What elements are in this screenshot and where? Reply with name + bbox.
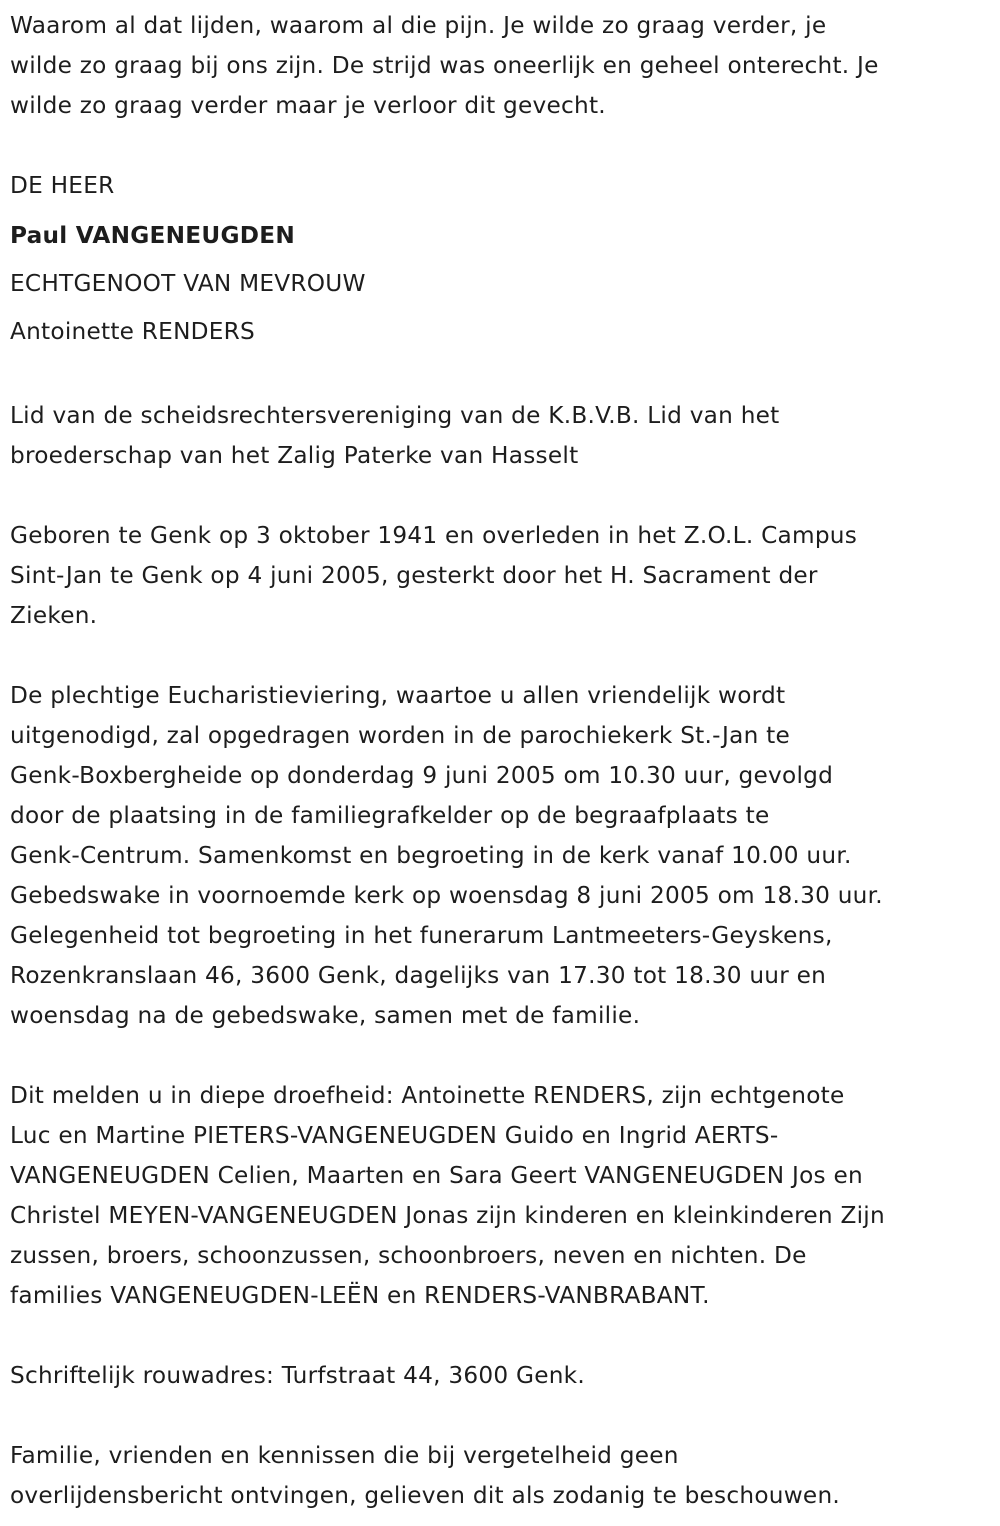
intro-line: wilde zo graag verder maar je verloor dit gevecht. [10,92,606,119]
ceremony-paragraph [10,676,990,1036]
ceremony-line: Genk-Centrum. Samenkomst en begroeting in de kerk vanaf 10.00 uur. [10,842,852,869]
intro-poem [10,6,990,126]
intro-line: Waarom al dat lijden, waarom al die pijn. Je wilde zo graag verder, je [10,12,827,39]
birth-death-paragraph [10,516,990,636]
family-line: VANGENEUGDEN Celien, Maarten en Sara Geert VANGENEUGDEN Jos en [10,1162,863,1189]
closing-paragraph [10,1436,990,1516]
closing-line: overlijdensbericht ontvingen, gelieven dit als zodanig te beschouwen. [10,1482,841,1509]
ceremony-line: Gebedswake in voornoemde kerk op woensdag 8 juni 2005 om 18.30 uur. [10,882,883,909]
closing-line: Familie, vrienden en kennissen die bij vergetelheid geen [10,1442,679,1469]
family-paragraph [10,1076,990,1316]
deceased-heading [10,166,990,356]
deceased-name: Paul VANGENEUGDEN [10,222,295,249]
ceremony-line: woensdag na de gebedswake, samen met de familie. [10,1002,641,1029]
relation-label: ECHTGENOOT VAN MEVROUW [10,270,366,297]
ceremony-line: Gelegenheid tot begroeting in het funerarum Lantmeeters-Geyskens, [10,922,833,949]
honorific-title: DE HEER [10,172,115,199]
family-line: families VANGENEUGDEN-LEËN en RENDERS-VANBRABANT. [10,1282,710,1309]
address-line: Schriftelijk rouwadres: Turfstraat 44, 3600 Genk. [10,1362,585,1389]
intro-line: wilde zo graag bij ons zijn. De strijd was oneerlijk en geheel onterecht. Je [10,52,879,79]
family-line: Luc en Martine PIETERS-VANGENEUGDEN Guido en Ingrid AERTS- [10,1122,779,1149]
ceremony-line: Genk-Boxbergheide op donderdag 9 juni 2005 om 10.30 uur, gevolgd [10,762,834,789]
family-line: zussen, broers, schoonzussen, schoonbroers, neven en nichten. De [10,1242,807,1269]
birth-death-line: Geboren te Genk op 3 oktober 1941 en overleden in het Z.O.L. Campus [10,522,858,549]
ceremony-line: uitgenodigd, zal opgedragen worden in de parochiekerk St.-Jan te [10,722,791,749]
spouse-name: Antoinette RENDERS [10,318,256,345]
ceremony-line: Rozenkranslaan 46, 3600 Genk, dagelijks van 17.30 tot 18.30 uur en [10,962,827,989]
family-line: Christel MEYEN-VANGENEUGDEN Jonas zijn kinderen en kleinkinderen Zijn [10,1202,885,1229]
address-paragraph [10,1356,990,1396]
birth-death-line: Zieken. [10,602,98,629]
membership-line: broederschap van het Zalig Paterke van Hasselt [10,442,579,469]
ceremony-line: De plechtige Eucharistieviering, waartoe u allen vriendelijk wordt [10,682,786,709]
membership-line: Lid van de scheidsrechtersvereniging van de K.B.V.B. Lid van het [10,402,780,429]
membership-paragraph [10,396,990,476]
birth-death-line: Sint-Jan te Genk op 4 juni 2005, gesterkt door het H. Sacrament der [10,562,818,589]
family-line: Dit melden u in diepe droefheid: Antoinette RENDERS, zijn echtgenote [10,1082,845,1109]
ceremony-line: door de plaatsing in de familiegrafkelder op de begraafplaats te [10,802,770,829]
